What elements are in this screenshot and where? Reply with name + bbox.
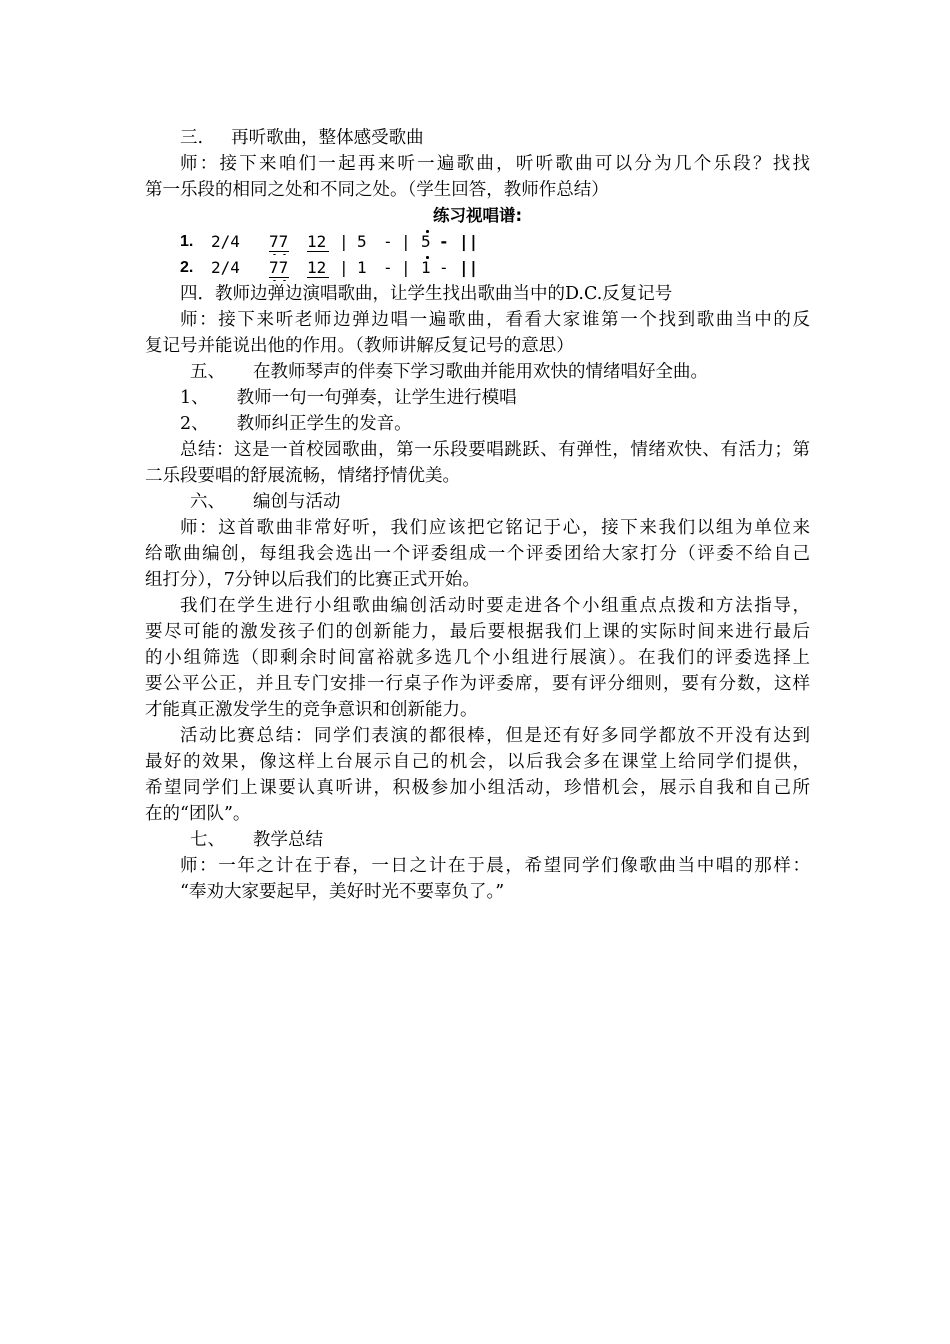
section-4-heading: 四．教师边弹边演唱歌曲，让学生找出歌曲当中的D.C.反复记号 bbox=[180, 284, 673, 304]
hold-dash: - bbox=[383, 232, 393, 251]
low-octave-dot bbox=[273, 280, 276, 281]
note-group-77: 77 bbox=[269, 232, 289, 251]
list-item-text: 教师纠正学生的发音。 bbox=[236, 414, 412, 434]
section-6-number: 六、 bbox=[190, 492, 225, 512]
section-4-paragraph-line: 复记号并能说出他的作用。（教师讲解反复记号的意思） bbox=[145, 336, 574, 356]
section-6-paragraph-line: 要尽可能的激发孩子们的创新能力，最后要根据我们上课的实际时间来进行最后 bbox=[145, 622, 810, 642]
section-3-paragraph-line: 第一乐段的相同之处和不同之处。（学生回答，教师作总结） bbox=[145, 180, 609, 200]
score-line-1 bbox=[145, 229, 810, 255]
note: 5 bbox=[421, 232, 431, 251]
section-7-title: 教学总结 bbox=[253, 830, 323, 850]
section-6-paragraph-line: 最好的效果，像这样上台展示自己的机会，以后我会多在课堂上给同学们提供， bbox=[145, 752, 810, 772]
section-5-title: 在教师琴声的伴奏下学习歌曲并能用欢快的情绪唱好全曲。 bbox=[253, 362, 708, 382]
time-signature: 2/4 bbox=[211, 232, 240, 251]
section-6-paragraph-line: 我们在学生进行小组歌曲编创活动时要走进各个小组重点点拨和方法指导， bbox=[180, 596, 810, 616]
section-6-title: 编创与活动 bbox=[253, 492, 341, 512]
section-7-heading bbox=[145, 827, 810, 853]
note-group-12: 12 bbox=[307, 258, 327, 277]
low-octave-dot bbox=[283, 280, 286, 281]
document-body bbox=[145, 125, 810, 905]
list-item-number: 2、 bbox=[180, 414, 209, 434]
section-6-paragraph-line: 在的“团队”。 bbox=[145, 804, 251, 824]
high-octave-dot bbox=[426, 230, 429, 233]
hold-dash: - bbox=[383, 258, 393, 277]
summary-paragraph-line: 二乐段要唱的舒展流畅，情绪抒情优美。 bbox=[145, 466, 460, 486]
hold-dash: - bbox=[439, 258, 449, 277]
time-signature: 2/4 bbox=[211, 258, 240, 277]
list-item-number: 1、 bbox=[180, 388, 209, 408]
bar-line: | bbox=[339, 258, 349, 277]
section-6-paragraph-line: 师：这首歌曲非常好听，我们应该把它铭记于心，接下来我们以组为单位来 bbox=[180, 518, 810, 538]
list-item-text: 教师一句一句弹奏，让学生进行模唱 bbox=[236, 388, 517, 408]
section-6-paragraph-line: 组打分），7分钟以后我们的比赛正式开始。 bbox=[145, 570, 480, 590]
section-7-paragraph-line: 师：一年之计在于春，一日之计在于晨，希望同学们像歌曲当中唱的那样： bbox=[180, 856, 810, 876]
score-line-number: 2. bbox=[180, 259, 194, 276]
note: 1 bbox=[357, 258, 367, 277]
end-bar-line: || bbox=[459, 232, 479, 251]
score-line-number: 1. bbox=[180, 233, 194, 250]
bar-line: | bbox=[401, 232, 411, 251]
section-7-quote-line: “奉劝大家要起早，美好时光不要辜负了。” bbox=[180, 882, 505, 902]
beam-underline bbox=[307, 277, 329, 278]
beam-underline bbox=[269, 251, 289, 252]
section-6-paragraph-line: 才能真正激发学生的竞争意识和创新能力。 bbox=[145, 700, 478, 720]
list-item bbox=[145, 411, 810, 437]
end-bar-line: || bbox=[459, 258, 479, 277]
bar-line: | bbox=[339, 232, 349, 251]
hold-dash: - bbox=[439, 232, 449, 251]
note: 1 bbox=[421, 258, 431, 277]
practice-score-title: 练习视唱谱: bbox=[432, 206, 523, 225]
section-6-paragraph-line: 给歌曲编创，每组我会选出一个评委组成一个评委团给大家打分（评委不给自己 bbox=[145, 544, 810, 564]
section-5-heading bbox=[145, 359, 810, 385]
beam-underline bbox=[269, 277, 289, 278]
note-group-12: 12 bbox=[307, 232, 327, 251]
summary-paragraph-line: 总结：这是一首校园歌曲，第一乐段要唱跳跃、有弹性，情绪欢快、有活力；第 bbox=[180, 440, 810, 460]
section-6-paragraph-line: 希望同学们上课要认真听讲，积极参加小组活动，珍惜机会，展示自我和自己所 bbox=[145, 778, 810, 798]
bar-line: | bbox=[401, 258, 411, 277]
score-line-2 bbox=[145, 255, 810, 281]
section-4-paragraph-line: 师：接下来听老师边弹边唱一遍歌曲，看看大家谁第一个找到歌曲当中的反 bbox=[180, 310, 810, 330]
section-3-title: 再听歌曲，整体感受歌曲 bbox=[231, 128, 424, 148]
section-3-number: 三. bbox=[180, 128, 204, 148]
note: 5 bbox=[357, 232, 367, 251]
section-6-paragraph-line: 的小组筛选（即剩余时间富裕就多选几个小组进行展演）。在我们的评委选择上 bbox=[145, 648, 810, 668]
section-5-number: 五、 bbox=[190, 362, 225, 382]
section-3-paragraph-line: 师：接下来咱们一起再来听一遍歌曲，听听歌曲可以分为几个乐段？找找 bbox=[180, 154, 810, 174]
section-6-paragraph-line: 要公平公正，并且专门安排一行桌子作为评委席，要有评分细则，要有分数，这样 bbox=[145, 674, 810, 694]
section-6-paragraph-line: 活动比赛总结：同学们表演的都很棒，但是还有好多同学都放不开没有达到 bbox=[180, 726, 810, 746]
beam-underline bbox=[307, 251, 329, 252]
section-7-number: 七、 bbox=[190, 830, 225, 850]
list-item bbox=[145, 385, 810, 411]
high-octave-dot bbox=[426, 256, 429, 259]
note-group-77: 77 bbox=[269, 258, 289, 277]
section-3-heading bbox=[145, 125, 810, 151]
section-6-heading bbox=[145, 489, 810, 515]
